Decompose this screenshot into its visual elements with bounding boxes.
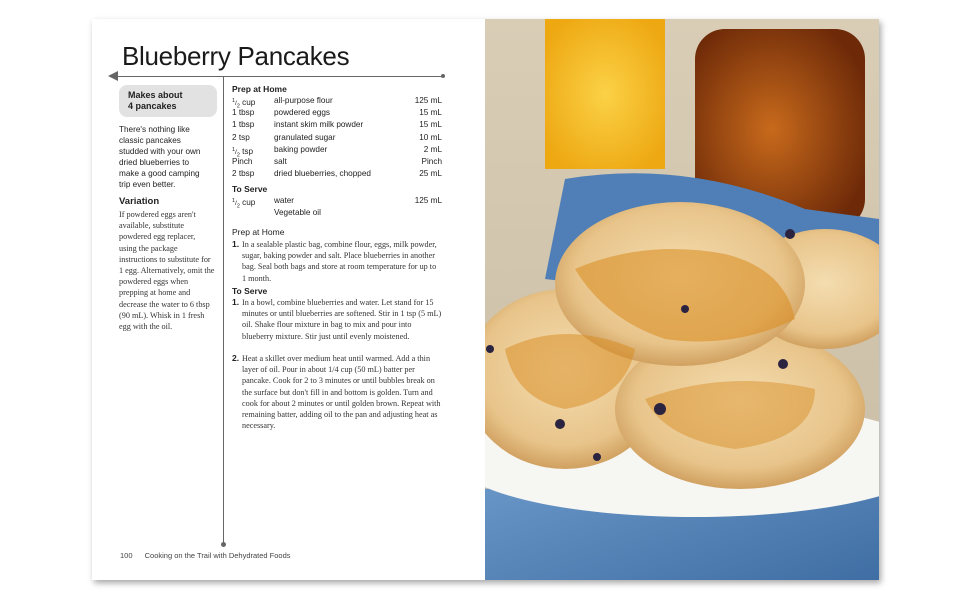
ingredient-quantity: 2 tsp bbox=[232, 132, 250, 142]
page-footer bbox=[120, 551, 291, 560]
ingredient-quantity: 1 tbsp bbox=[232, 108, 255, 118]
ingredients-serve-heading: To Serve bbox=[232, 184, 268, 194]
ingredient-row bbox=[232, 195, 442, 210]
column-divider bbox=[223, 76, 224, 544]
step-number: 1. bbox=[232, 297, 240, 307]
ingredient-name: Vegetable oil bbox=[274, 208, 321, 218]
recipe-page bbox=[92, 19, 485, 580]
ingredient-metric: 125 mL bbox=[414, 96, 442, 105]
recipe-title: Blueberry Pancakes bbox=[122, 41, 350, 71]
ingredient-row bbox=[232, 107, 442, 119]
ingredient-row bbox=[232, 95, 442, 110]
ingredient-name: all-purpose flour bbox=[274, 96, 333, 105]
ingredient-quantity: Pinch bbox=[232, 156, 253, 166]
ingredient-metric: 10 mL bbox=[419, 132, 442, 142]
ingredient-name: salt bbox=[274, 156, 287, 166]
ingredient-name: granulated sugar bbox=[274, 132, 336, 142]
yield-badge bbox=[119, 85, 217, 117]
ingredient-quantity: 2 tbsp bbox=[232, 169, 255, 179]
book-spread bbox=[92, 19, 879, 580]
ingredient-row bbox=[232, 168, 442, 180]
ingredient-row bbox=[232, 119, 442, 131]
page-number: 100 bbox=[120, 551, 133, 560]
method-step bbox=[232, 297, 442, 342]
step-text: In a sealable plastic bag, combine flour, eggs, milk powder, sugar, baking powder and salt. Place blueberries in another bag. Seal both bags and store at room temperature for up to 1 month. bbox=[242, 240, 437, 283]
ingredient-name: baking powder bbox=[274, 144, 328, 154]
ingredient-quantity: $^1/_2$ cup bbox=[232, 98, 256, 110]
recipe-intro: There's nothing like classic pancakes studded with your own dried blueberries to make a good camping trip even better. bbox=[119, 125, 201, 189]
step-number: 2. bbox=[232, 353, 240, 363]
header-rule bbox=[114, 76, 444, 77]
method-prep-heading: Prep at Home bbox=[232, 227, 285, 237]
ingredient-row bbox=[232, 144, 442, 159]
arrow-left-icon bbox=[108, 71, 118, 81]
step-number: 1. bbox=[232, 239, 240, 249]
pancake-photo-illustration bbox=[485, 19, 879, 580]
variation-heading: Variation bbox=[119, 196, 160, 207]
book-title: Cooking on the Trail with Dehydrated Foods bbox=[144, 551, 291, 560]
ingredient-row bbox=[232, 156, 442, 168]
method-serve-heading: To Serve bbox=[232, 286, 268, 296]
ingredient-metric: 125 mL bbox=[414, 196, 442, 205]
ingredient-name: instant skim milk powder bbox=[274, 120, 364, 130]
ingredient-quantity: $^1/_2$ cup bbox=[232, 198, 256, 210]
ingredient-metric: 15 mL bbox=[419, 108, 442, 118]
divider-end-dot bbox=[221, 542, 226, 547]
method-step bbox=[232, 353, 442, 431]
yield-line-2: 4 pancakes bbox=[128, 101, 177, 111]
variation-text: If powdered eggs aren't available, substitute powdered egg replacer, using the package instructions to substitute for 1 egg. Alternatively, omit the powdered eggs when prepping at home and decrease the water to 6 tbsp (90 mL). Whisk in 1 fresh egg with the oil. bbox=[119, 210, 215, 332]
ingredient-name: dried blueberries, chopped bbox=[274, 169, 371, 179]
ingredient-name: water bbox=[274, 196, 295, 205]
ingredient-metric: 2 mL bbox=[423, 144, 442, 154]
ingredient-metric: 15 mL bbox=[419, 120, 442, 130]
ingredient-name: powdered eggs bbox=[274, 108, 330, 118]
ingredient-quantity: 1 tbsp bbox=[232, 120, 255, 130]
ingredient-quantity: $^1/_2$ tsp bbox=[232, 146, 254, 159]
pancake-photo bbox=[485, 19, 879, 580]
method-step bbox=[232, 239, 442, 284]
yield-line-1: Makes about bbox=[128, 90, 183, 100]
ingredient-row bbox=[232, 207, 442, 219]
rule-end-dot bbox=[441, 74, 445, 78]
serve-ingredients-list bbox=[232, 195, 442, 219]
ingredient-metric: 25 mL bbox=[419, 169, 442, 179]
ingredients-prep-heading: Prep at Home bbox=[232, 84, 287, 94]
step-text: Heat a skillet over medium heat until warmed. Add a thin layer of oil. Pour in about 1/4 cup (50 mL) batter per pancake. Cook for 2 to 3 minutes or until bubbles break on the surface but don't fill in and bottom is golden. Turn and cook for about 2 minutes or until golden brown. Repeat with remaining batter, adding oil to the pan and adjusting heat as necessary. bbox=[242, 354, 441, 431]
ingredient-row bbox=[232, 132, 442, 144]
ingredient-metric: Pinch bbox=[421, 156, 442, 166]
step-text: In a bowl, combine blueberries and water. Let stand for 15 minutes or until blueberries are softened. Stir in 1 tsp (5 mL) oil. Shake flour mixture in bag to mix and pour into blueberry mixture. Stir just until evenly moistened. bbox=[242, 298, 442, 341]
prep-ingredients-list bbox=[232, 95, 442, 180]
